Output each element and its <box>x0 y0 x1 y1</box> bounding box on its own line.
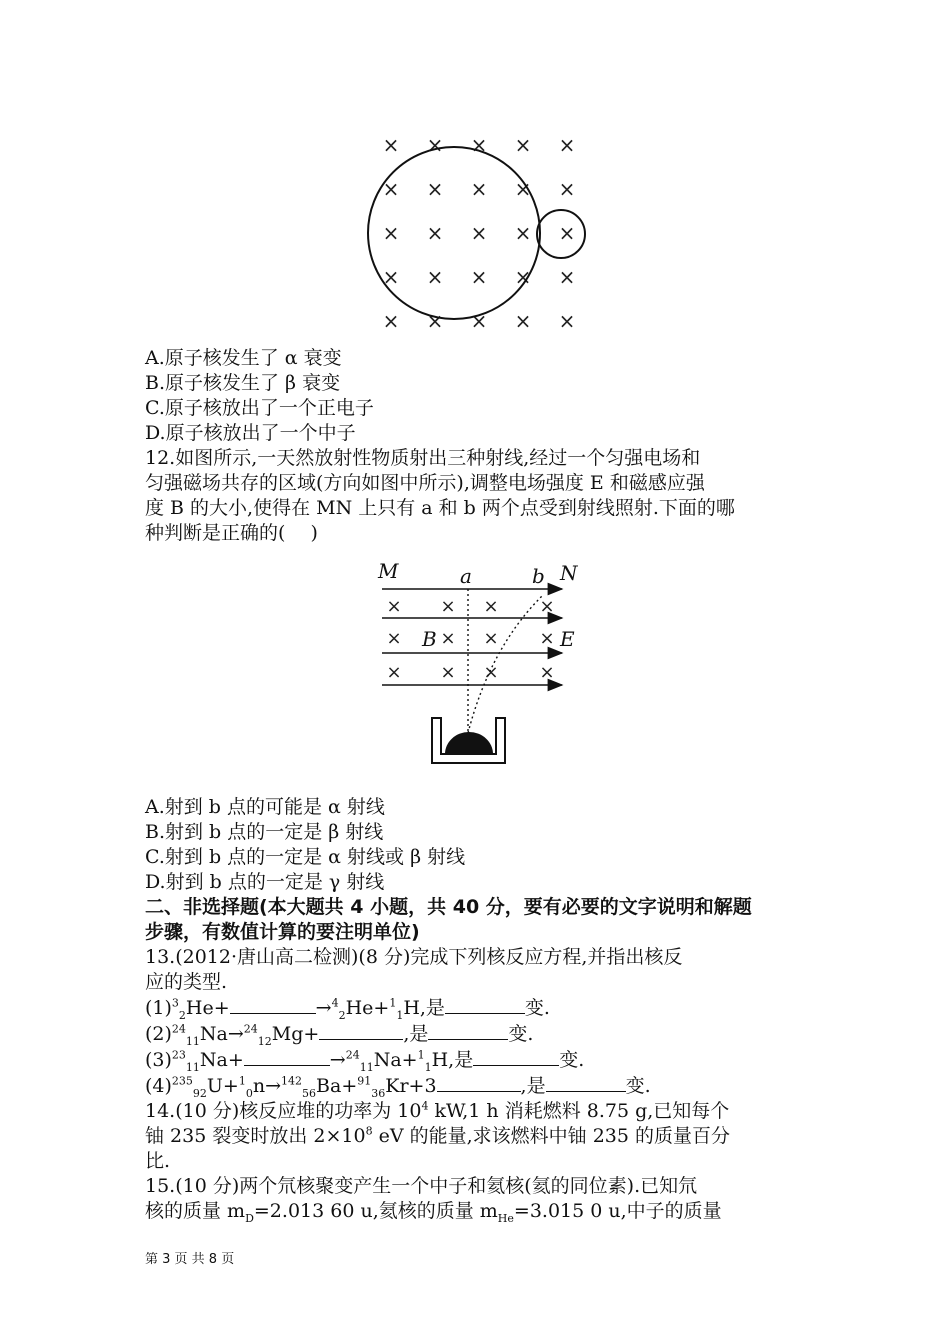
figure-magnetic-field-circles <box>360 128 592 336</box>
answer-blank[interactable] <box>546 1073 626 1092</box>
field-cross-mark: × <box>539 662 555 683</box>
q15-line-1: 15.(10 分)两个氘核聚变产生一个中子和氦核(氦的同位素).已知氘 <box>145 1175 698 1197</box>
q12-option-a: A.射到 b 点的可能是 α 射线 <box>145 796 385 818</box>
label-a: a <box>460 564 472 588</box>
field-cross-mark: × <box>386 628 402 649</box>
field-cross-mark: × <box>558 221 576 245</box>
q13-sub-1: $(1)^3_2He+ \to^4_2He+^1_1H$,是 变. <box>145 996 550 1022</box>
section2-heading-line-1: 二、非选择题(本大题共 4 小题，共 40 分，要有必要的文字说明和解题 <box>145 896 752 918</box>
field-cross-mark: × <box>440 628 456 649</box>
q12-stem-line-3: 度 B 的大小,使得在 MN 上只有 a 和 b 两个点受到射线照射.下面的哪 <box>145 497 735 519</box>
field-cross-mark: × <box>382 309 400 333</box>
ray-b-path <box>468 596 542 733</box>
page-footer: 第 3 页 共 8 页 <box>145 1252 235 1267</box>
field-cross-mark: × <box>483 628 499 649</box>
field-cross-mark: × <box>470 265 488 289</box>
q13-sub-3: $(3)^{23}_{11}Na+ \to^{24}_{11}Na+^1_1H$,是 变. <box>145 1048 585 1074</box>
q13-sub-4: $(4)^{235}_{92}U+^1_0n\to^{142}_{56}Ba+^{91}_{36}Kr+3$ ,是 变. <box>145 1074 651 1100</box>
question-12-options-and-more <box>145 795 825 1224</box>
field-crosses <box>383 133 576 333</box>
field-cross-mark: × <box>483 662 499 683</box>
field-cross-mark: × <box>426 133 444 157</box>
field-cross-mark: × <box>483 596 499 617</box>
q12-option-d: D.射到 b 点的一定是 γ 射线 <box>145 871 385 893</box>
answer-blank[interactable] <box>445 995 525 1014</box>
field-cross-mark: × <box>558 309 576 333</box>
field-cross-mark: × <box>514 221 532 245</box>
q15-line-2: 核的质量 $m_D=2.013$ 60 u,氦核的质量 $m_{He}=3.015$ 0 u,中子的质量 <box>145 1200 722 1225</box>
field-crosses <box>386 596 554 683</box>
field-cross-mark: × <box>470 309 488 333</box>
q13-stem-line-2: 应的类型. <box>145 971 228 993</box>
label-b: b <box>532 564 545 588</box>
field-cross-mark: × <box>514 177 532 201</box>
answer-blank[interactable] <box>428 1021 508 1040</box>
field-cross-mark: × <box>470 221 488 245</box>
field-cross-mark: × <box>558 133 576 157</box>
field-cross-mark: × <box>426 177 444 201</box>
answer-blank[interactable] <box>473 1047 559 1066</box>
field-cross-mark: × <box>440 596 456 617</box>
answer-blank[interactable] <box>230 995 316 1014</box>
section2-heading-line-2: 步骤，有数值计算的要注明单位) <box>145 921 420 943</box>
option-c: C.原子核放出了一个正电子 <box>145 397 374 419</box>
figure-crossed-fields <box>370 558 585 768</box>
field-cross-mark: × <box>514 309 532 333</box>
question-11-options <box>145 346 825 546</box>
field-cross-mark: × <box>382 265 400 289</box>
field-cross-mark: × <box>382 133 400 157</box>
field-cross-mark: × <box>514 133 532 157</box>
field-cross-mark: × <box>514 265 532 289</box>
q12-option-b: B.射到 b 点的一定是 β 射线 <box>145 821 384 843</box>
field-cross-mark: × <box>382 221 400 245</box>
option-b: B.原子核发生了 β 衰变 <box>145 372 341 394</box>
field-cross-mark: × <box>539 628 555 649</box>
q12-stem-line-1: 12.如图所示,一天然放射性物质射出三种射线,经过一个匀强电场和 <box>145 447 701 469</box>
q12-option-c: C.射到 b 点的一定是 α 射线或 β 射线 <box>145 846 466 868</box>
option-a: A.原子核发生了 α 衰变 <box>145 347 342 369</box>
q13-stem-line-1: 13.(2012·唐山高二检测)(8 分)完成下列核反应方程,并指出核反 <box>145 946 683 968</box>
q14-line-1: 14.(10 分)核反应堆的功率为 $10^4$ kW,1 h 消耗燃料 8.75 g,已知每个 <box>145 1099 730 1122</box>
radioactive-source <box>445 732 493 754</box>
answer-blank[interactable] <box>244 1047 330 1066</box>
q12-stem-line-2: 匀强磁场共存的区域(方向如图中所示),调整电场强度 E 和磁感应强 <box>145 472 705 494</box>
field-cross-mark: × <box>426 309 444 333</box>
field-cross-mark: × <box>426 221 444 245</box>
q12-stem-line-4: 种判断是正确的( ) <box>145 522 318 544</box>
field-cross-mark: × <box>558 177 576 201</box>
label-e-field: E <box>560 627 575 651</box>
label-n: N <box>560 561 578 585</box>
label-m: M <box>378 559 399 583</box>
answer-blank[interactable] <box>319 1021 403 1040</box>
field-cross-mark: × <box>386 596 402 617</box>
field-cross-mark: × <box>470 133 488 157</box>
answer-blank[interactable] <box>437 1073 521 1092</box>
q14-line-3: 比. <box>145 1150 171 1172</box>
option-d: D.原子核放出了一个中子 <box>145 422 356 444</box>
q14-line-2: 铀 235 裂变时放出 $2\times 10^8$ eV 的能量,求该燃料中铀 235 的质量百分 <box>145 1124 731 1147</box>
q13-sub-2: $(2)^{24}_{11}Na\to^{24}_{12}Mg+$ ,是 变. <box>145 1022 534 1048</box>
field-cross-mark: × <box>539 596 555 617</box>
field-cross-mark: × <box>440 662 456 683</box>
field-cross-mark: × <box>426 265 444 289</box>
field-cross-mark: × <box>470 177 488 201</box>
field-cross-mark: × <box>382 177 400 201</box>
label-b-field: B <box>422 627 437 651</box>
field-cross-mark: × <box>386 662 402 683</box>
field-cross-mark: × <box>558 265 576 289</box>
